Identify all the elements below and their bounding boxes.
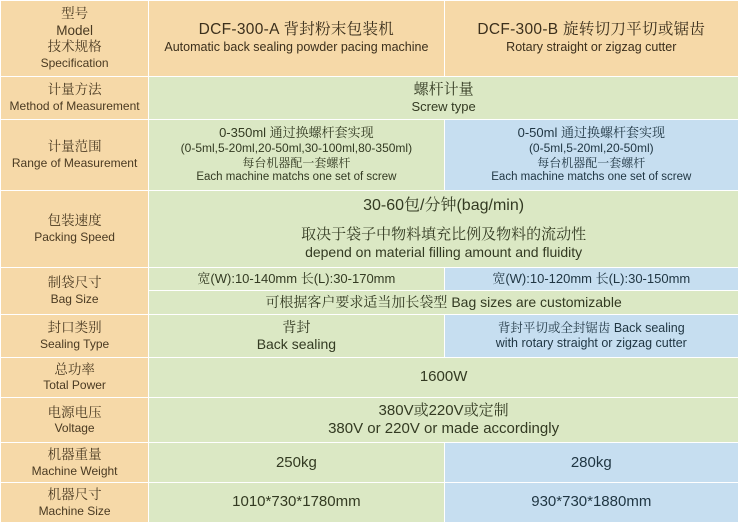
value-line-1: 0-350ml 通过换螺杆套实现 xyxy=(219,125,374,141)
row-label-cn: 封口类别 xyxy=(47,320,102,336)
row-label-cn: 包装速度 xyxy=(47,213,102,229)
value-line-2: Back sealing xyxy=(256,335,337,352)
model-a-en: Automatic back sealing powder pacing machine xyxy=(164,40,429,55)
row-label-en: Range of Measurement xyxy=(11,155,138,170)
row-label-packing-speed xyxy=(1,190,149,267)
value-line-2: (0-5ml,5-20ml,20-50ml,30-100ml,80-350ml) xyxy=(180,141,413,156)
value-range-b xyxy=(444,120,738,191)
model-a-cn: DCF-300-A 背封粉末包装机 xyxy=(198,21,395,39)
row-label-en: Sealing Type xyxy=(40,336,110,351)
value-weight-a xyxy=(149,443,444,483)
value-line-1: 背封平切或全封锯齿 Back sealing xyxy=(497,320,685,335)
value-line-4: Each machine matchs one set of screw xyxy=(491,171,692,184)
value-size-a xyxy=(149,483,444,523)
row-label-range-of-measurement xyxy=(1,120,149,191)
value-method-of-measurement xyxy=(149,76,739,119)
header-specification-cell xyxy=(1,1,149,77)
table-row xyxy=(1,76,739,119)
value-line-1: 280kg xyxy=(570,453,612,471)
row-label-machine-size xyxy=(1,483,149,523)
value-weight-b xyxy=(444,443,738,483)
value-line-4: Each machine matchs one set of screw xyxy=(196,171,397,184)
row-label-en: Total Power xyxy=(43,378,106,393)
value-line-2: with rotary straight or zigzag cutter xyxy=(495,335,687,350)
header-model-cn: 型号 xyxy=(61,6,89,22)
table-row xyxy=(1,267,739,290)
header-model-a xyxy=(149,1,444,77)
row-label-en: Method of Measurement xyxy=(9,98,140,113)
value-line-3: depend on material filling amount and fluidity xyxy=(305,243,583,260)
table-row xyxy=(1,397,739,443)
table-row xyxy=(1,483,739,523)
model-b-en: Rotary straight or zigzag cutter xyxy=(506,40,677,55)
value-line-2: Screw type xyxy=(411,99,476,115)
value-line-1: 380V或220V或定制 xyxy=(378,401,509,419)
row-label-cn: 电源电压 xyxy=(47,404,102,420)
value-line-1: 可根据客户要求适当加长袋型 Bag sizes are customizable xyxy=(265,293,622,310)
row-label-cn: 制袋尺寸 xyxy=(47,275,102,291)
value-line-1: 30-60包/分钟(bag/min) xyxy=(363,197,525,215)
row-label-cn: 计量范围 xyxy=(47,139,102,155)
table-row xyxy=(1,190,739,267)
value-line-1: 250kg xyxy=(275,453,317,471)
header-model-en: Model xyxy=(56,22,93,38)
value-size-b xyxy=(444,483,738,523)
value-line-2: 取决于袋子中物料填充比例及物料的流动性 xyxy=(301,225,587,243)
row-label-method-of-measurement xyxy=(1,76,149,119)
value-sealing-b xyxy=(444,314,738,357)
row-label-en: Machine Size xyxy=(38,503,111,518)
row-label-cn: 总功率 xyxy=(54,361,95,377)
table-header-row xyxy=(1,1,739,77)
value-bag-size-a xyxy=(149,267,444,290)
row-label-cn: 机器重量 xyxy=(47,447,102,463)
row-label-en: Machine Weight xyxy=(31,463,118,478)
value-line-1: 930*730*1880mm xyxy=(531,493,652,511)
header-spec-en: Specification xyxy=(40,55,109,70)
value-range-a xyxy=(149,120,444,191)
row-label-en: Voltage xyxy=(54,420,95,435)
row-label-bag-size xyxy=(1,267,149,314)
value-line-1: 1010*730*1780mm xyxy=(232,493,361,511)
value-voltage xyxy=(149,397,739,443)
value-sealing-a xyxy=(149,314,444,357)
row-label-machine-weight xyxy=(1,443,149,483)
value-total-power xyxy=(149,357,739,397)
value-line-1: 背封 xyxy=(282,318,311,335)
header-spec-cn: 技术规格 xyxy=(47,39,102,55)
value-line-1: 螺杆计量 xyxy=(413,80,474,98)
row-label-voltage xyxy=(1,397,149,443)
table-row xyxy=(1,443,739,483)
value-line-1: 0-50ml 通过换螺杆套实现 xyxy=(517,125,665,141)
table-row xyxy=(1,120,739,191)
table-row xyxy=(1,314,739,357)
value-line-3: 每台机器配一套螺杆 xyxy=(242,155,351,170)
row-label-cn: 机器尺寸 xyxy=(47,487,102,503)
row-label-sealing-type xyxy=(1,314,149,357)
table-row xyxy=(1,357,739,397)
model-b-cn: DCF-300-B 旋转切刀平切或锯齿 xyxy=(477,21,706,39)
row-label-en: Packing Speed xyxy=(34,229,115,244)
value-line-1: 宽(W):10-140mm 长(L):30-170mm xyxy=(197,270,396,286)
header-model-b xyxy=(444,1,738,77)
value-line-3: 每台机器配一套螺杆 xyxy=(537,155,646,170)
value-line-2: 380V or 220V or made accordingly xyxy=(328,420,560,438)
value-line-2: (0-5ml,5-20ml,20-50ml) xyxy=(528,141,654,156)
row-label-cn: 计量方法 xyxy=(47,82,102,98)
value-line-1: 宽(W):10-120mm 长(L):30-150mm xyxy=(492,270,691,286)
value-bag-size-note xyxy=(149,290,739,314)
row-label-en: Bag Size xyxy=(50,291,99,306)
value-line-1: 1600W xyxy=(419,368,468,386)
value-packing-speed xyxy=(149,190,739,267)
row-label-total-power xyxy=(1,357,149,397)
value-bag-size-b xyxy=(444,267,738,290)
